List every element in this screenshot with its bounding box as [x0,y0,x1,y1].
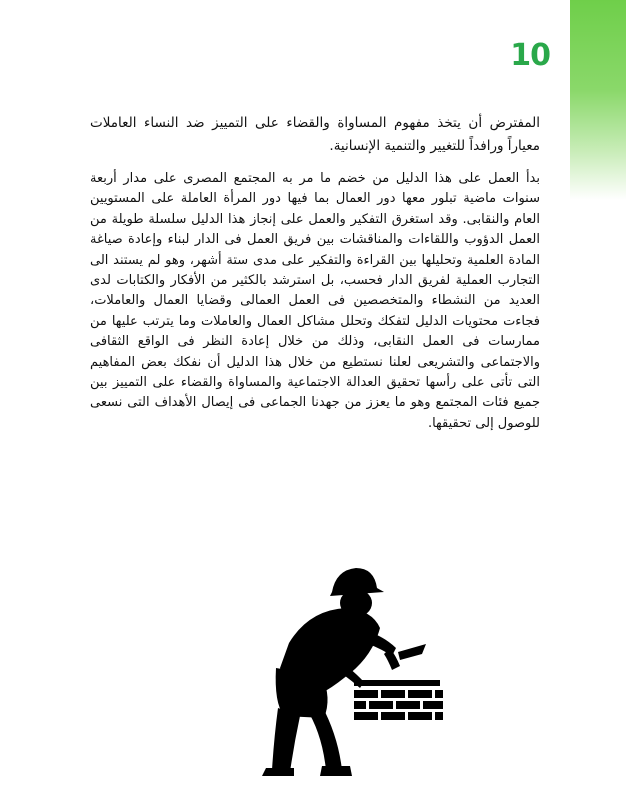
paragraph-intro: المفترض أن يتخذ مفهوم المساواة والقضاء على التمييز ضد النساء العاملات معياراً ورافداً للتغيير والتنمية الإنسانية. [90,114,540,154]
green-side-band [570,0,626,200]
page-number: 10 [510,38,550,73]
worker-building-wall-icon [214,548,454,780]
paragraph-main: بدأ العمل على هذا الدليل من خضم ما مر به المجتمع المصرى على مدار أربعة سنوات ماضية تبلور معها دور العمال بما فيها دور المرأة العاملة على المستويين العام والنقابى. وقد استغرق التفكير والعمل على إنجاز هذا الدليل سلسلة طويلة من العمل الدؤوب واللقاءات والمناقشات بين فريق العمل فى الدار لبناء وإعادة صياغة المادة العلمية وتحليلها بين القراءة والتفكير على مدى ستة أشهر، وهو لم يستند الى التجارب العملية لفريق الدار فحسب، بل استرشد بالكثير من الأفكار والكتابات لدى العديد من النشطاء والمتخصصين فى العمل العمالى وقضايا العمال والعاملات، فجاءت محتويات الدليل لتفكك وتحلل مشاكل العمال والعاملات وما يترتب عليها من ممارسات فى العمل النقابى، وذلك من خلال إعادة النظر فى الواقع الثقافى والاجتماعى والتشريعى لعلنا نستطيع من خلال هذا الدليل أن نفكك بعض المفاهيم التى تأتى على رأسها تحقيق العدالة الاجتماعية والمساواة والقضاء على التمييز بين جميع فئات المجتمع وهو ما يعزز من جهدنا الجماعى فى إيصال الأهداف التى نسعى للوصول إلى تحقيقها. [90,171,540,431]
